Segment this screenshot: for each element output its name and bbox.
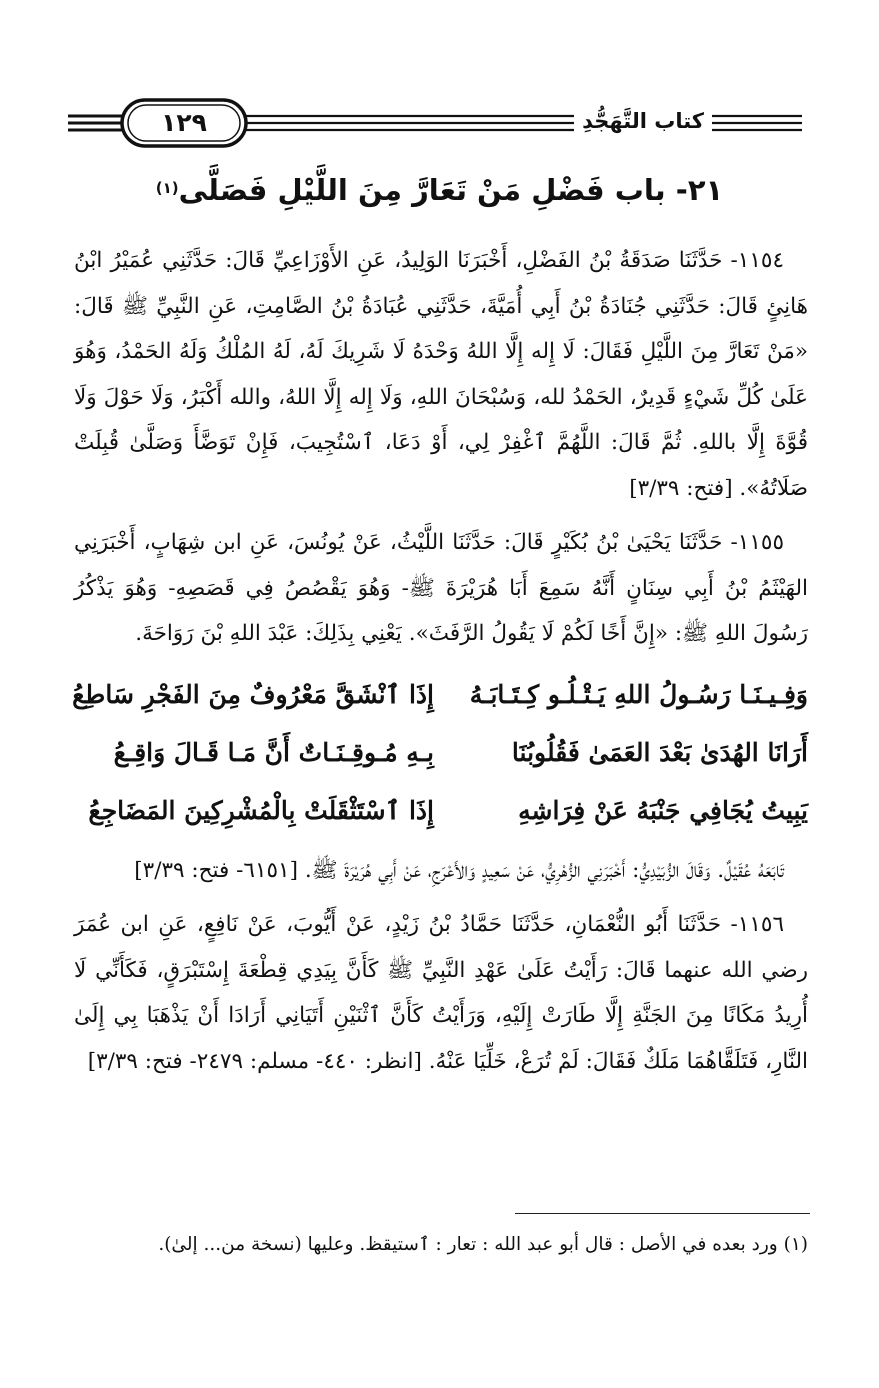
page-content	[74, 238, 808, 1093]
hadith-1156: ١١٥٦- حَدَّثَنَا أَبُو النُّعْمَانِ، حَدَّثَنَا حَمَّادُ بْنُ زَيْدٍ، عَنْ أَيُّوبَ، عَنْ نَافِعٍ، عَنِ ابن عُمَرَ رضي الله عنهما قَالَ: رَأَيْتُ عَلَىٰ عَهْدِ النَّبِيِّ ﷺ كَأَنَّ بِيَدِي قِطْعَةَ إِسْتَبْرَقٍ، فَكَأَنِّي لَا أُرِيدُ مَكَانًا مِنَ الجَنَّةِ إِلَّا طَارَتْ إِلَيْهِ، وَرَأَيْتُ كَأَنَّ ٱثْنَيْنِ أَتَيَانِي أَرَادَا أَنْ يَذْهَبَا بِي إِلَىٰ النَّارِ، فَتَلَقَّاهُمَا مَلَكٌ فَقَالَ: لَمْ تُرَعْ، خَلِّيَا عَنْهُ. [انظر: ٤٤٠- مسلم: ٢٤٧٩- فتح: ٣/٣٩]	[74, 912, 808, 1074]
verse-second-half: بِـهِ مُـوقِـنَـاتٌ أَنَّ مَـا قَـالَ وَاقِـعُ	[113, 737, 434, 767]
hadith-1155: ١١٥٥- حَدَّثَنَا يَحْيَىٰ بْنُ بُكَيْرٍ قَالَ: حَدَّثَنَا اللَّيْثُ، عَنْ يُونُسَ، عَنِ ابن شِهَابٍ، أَخْبَرَنِي الهَيْثَمُ بْنُ أَبِي سِنَانٍ أَنَّهُ سَمِعَ أَبَا هُرَيْرَةَ ﷺ- وَهُوَ يَقْصُصُ فِي قَصَصِهِ- وَهُوَ يَذْكُرُ رَسُولَ اللهِ ﷺ: «إِنَّ أَخًا لَكُمْ لَا يَقُولُ الرَّفَثَ». يَعْنِي بِذَلِكَ: عَبْدَ اللهِ بْنَ رَوَاحَةَ.	[74, 530, 808, 646]
verse-second-half: إِذَا ٱنْشَقَّ مَعْرُوفٌ مِنَ الفَجْرِ سَاطِعُ	[72, 679, 434, 709]
hadith-1155-continuation: تَابَعَهُ عُقَيْلٌ. وَقَالَ الزُّبَيْدِيُّ: أَخْبَرَنِي الزُّهْرِيُّ، عَنْ سَعِيدٍ وَالأَعْرَجِ، عَنْ أَبِي هُرَيْرَةَ ﷺ. [٦١٥١- فتح: ٣/٣٩]	[134, 857, 784, 883]
chapter-title-text: ٢١- باب فَضْلِ مَنْ تَعَارَّ مِنَ اللَّيْلِ فَصَلَّى	[178, 173, 724, 207]
footnote-reference: (١)	[155, 179, 179, 197]
verse-first-half: يَبِيتُ يُجَافِي جَنْبَهُ عَنْ فِرَاشِهِ	[518, 795, 808, 825]
verse-second-half: إِذَا ٱسْتَثْقَلَتْ بِالْمُشْرِكِينَ المَضَاجِعُ	[88, 795, 434, 825]
chapter-heading	[60, 168, 819, 212]
verse-first-half: أَرَانَا الهُدَىٰ بَعْدَ العَمَىٰ فَقُلُوبُنَا	[511, 737, 808, 767]
poem-verse	[74, 724, 808, 782]
running-header	[68, 92, 802, 154]
hadith-1154: ١١٥٤- حَدَّثَنَا صَدَقَةُ بْنُ الفَضْلِ، أَخْبَرَنَا الوَلِيدُ، عَنِ الأَوْزَاعِيِّ قَالَ: حَدَّثَنِي عُمَيْرُ ابْنُ هَانِئٍ قَالَ: حَدَّثَنِي جُنَادَةُ بْنُ أَبِي أُمَيَّةَ، حَدَّثَنِي عُبَادَةُ بْنُ الصَّامِتِ، عَنِ النَّبِيِّ ﷺ قَالَ: «مَنْ تَعَارَّ مِنَ اللَّيْلِ فَقَالَ: لَا إِله إِلَّا اللهُ وَحْدَهُ لَا شَرِيكَ لَهُ، لَهُ المُلْكُ وَلَهُ الحَمْدُ، وَهُوَ عَلَىٰ كُلِّ شَيْءٍ قَدِيرٌ، الحَمْدُ لله، وَسُبْحَانَ اللهِ، وَلَا إِله إِلَّا اللهُ، والله أَكْبَرُ، وَلَا حَوْلَ وَلَا قُوَّةَ إِلَّا باللهِ. ثُمَّ قَالَ: اللَّهُمَّ ٱغْفِرْ لِي، أَوْ دَعَا، ٱسْتُجِيبَ، فَإِنْ تَوَضَّأَ وَصَلَّىٰ قُبِلَتْ صَلَاتُهُ». [فتح: ٣/٣٩]	[74, 248, 808, 501]
verse-first-half: وَفِـيـنَـا رَسُـولُ اللهِ يَـتْـلُـو كِـتَـابَـهُ	[469, 679, 808, 709]
page-number: ١٢٩	[161, 108, 207, 137]
poem	[74, 666, 808, 840]
poem-verse	[74, 666, 808, 724]
poem-verse	[74, 782, 808, 840]
footnote: (١) ورد بعده في الأصل : قال أبو عبد الله : تعار : ٱستيقظ. وعليها (نسخة من... إلىٰ).	[158, 1234, 808, 1255]
footnote-divider	[515, 1213, 810, 1214]
book-title: كتاب التَّهَجُّدِ	[574, 96, 712, 146]
